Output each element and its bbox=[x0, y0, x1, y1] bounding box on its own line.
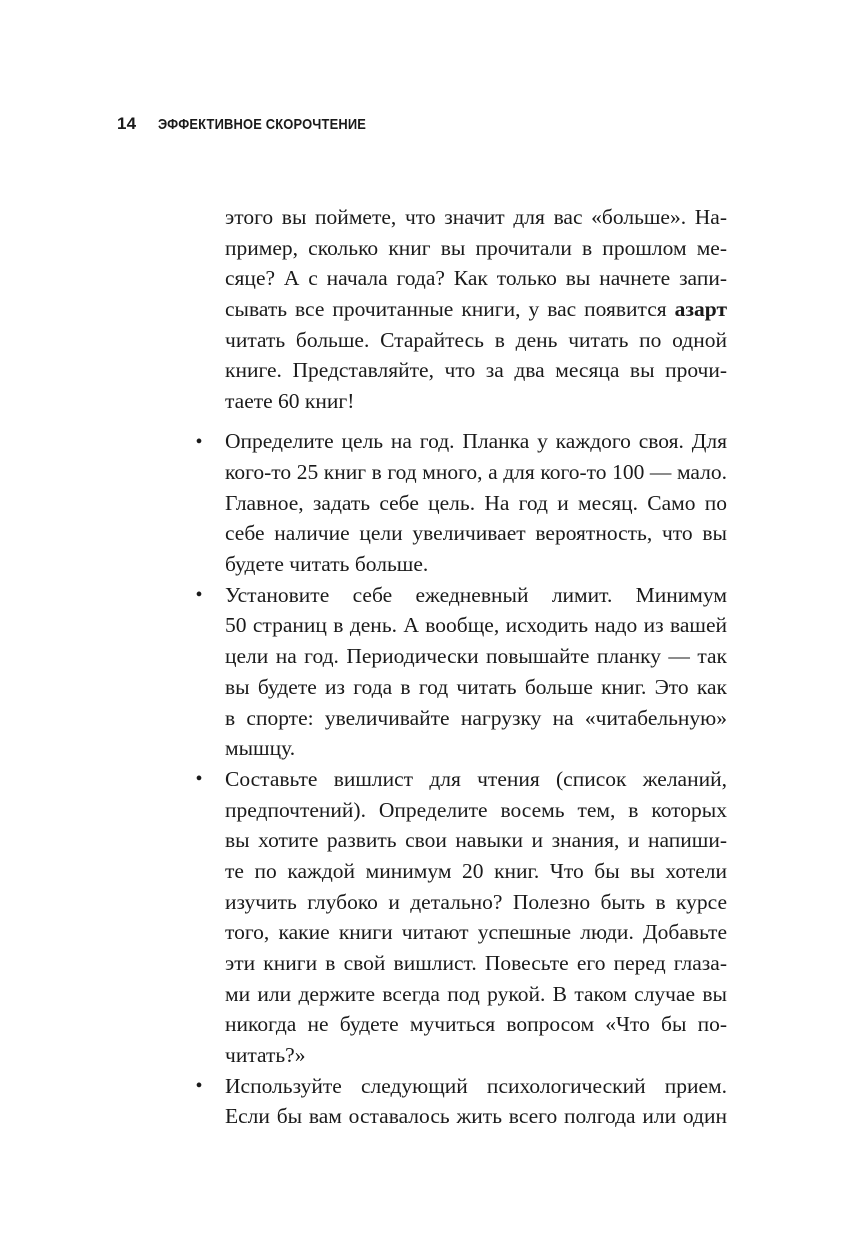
text-line bbox=[225, 202, 727, 233]
text-line bbox=[225, 733, 727, 764]
line-text: пример, сколько книг вы прочитали в прошлом ме- bbox=[225, 235, 727, 260]
bullet-icon: • bbox=[195, 1075, 203, 1098]
text-line bbox=[225, 355, 727, 386]
text-line bbox=[225, 672, 727, 703]
text-line bbox=[225, 386, 727, 417]
line-text: читать?» bbox=[225, 1043, 306, 1068]
text-line bbox=[225, 549, 727, 580]
running-header bbox=[117, 114, 400, 134]
bullet-icon: • bbox=[195, 430, 203, 453]
text-line bbox=[225, 979, 727, 1010]
text-line bbox=[225, 233, 727, 264]
text-line bbox=[225, 856, 727, 887]
text-line bbox=[225, 325, 727, 356]
line-text: Используйте следующий психологический прием. bbox=[225, 1073, 727, 1098]
text-line bbox=[225, 457, 727, 488]
text-line bbox=[225, 795, 727, 826]
page-number: 14 bbox=[117, 114, 137, 133]
text-line bbox=[225, 488, 727, 519]
body-text bbox=[225, 202, 727, 1132]
line-text: этого вы поймете, что значит для вас «больше». На- bbox=[225, 205, 727, 229]
emphasis-word: азарт bbox=[674, 297, 727, 322]
bullet-item bbox=[225, 764, 727, 1071]
bullet-item bbox=[225, 1071, 727, 1132]
line-text: никогда не будете мучиться вопросом «Что бы по- bbox=[225, 1012, 727, 1037]
text-line bbox=[225, 518, 727, 549]
line-text: читать больше. Старайтесь в день читать по одной bbox=[225, 327, 727, 352]
text-line bbox=[225, 917, 727, 948]
text-line bbox=[225, 887, 727, 918]
line-text: того, какие книги читают успешные люди. Добавьте bbox=[225, 920, 727, 945]
line-text: Если бы вам оставалось жить всего полгода или один bbox=[225, 1104, 727, 1129]
text-line bbox=[225, 1101, 727, 1132]
line-text: Главное, задать себе цель. На год и месяц. Само по bbox=[225, 490, 727, 515]
line-text: мышцу. bbox=[225, 736, 296, 761]
text-line bbox=[225, 1009, 727, 1040]
line-text: сывать все прочитанные книги, у вас появится bbox=[225, 297, 675, 322]
paragraph bbox=[225, 202, 727, 417]
line-text: Установите себе ежедневный лимит. Минимум bbox=[225, 582, 727, 607]
line-text: вы будете из года в год читать больше книг. Это как bbox=[225, 674, 727, 699]
line-text: цели на год. Периодически повышайте планку — так bbox=[225, 644, 727, 669]
line-text: изучить глубоко и детально? Полезно быть в курсе bbox=[225, 889, 727, 914]
text-line bbox=[225, 263, 727, 294]
line-text: сяце? А с начала года? Как только вы начнете запи- bbox=[225, 266, 727, 291]
line-text: таете 60 книг! bbox=[225, 389, 355, 414]
line-text: 50 страниц в день. А вообще, исходить надо из вашей bbox=[225, 613, 727, 638]
line-text: в спорте: увеличивайте нагрузку на «читабельную» bbox=[225, 705, 727, 730]
text-line bbox=[225, 641, 727, 672]
line-text: будете читать больше. bbox=[225, 552, 429, 577]
text-line bbox=[225, 580, 727, 611]
text-line bbox=[225, 1040, 727, 1071]
text-line bbox=[225, 294, 727, 325]
line-text: эти книги в свой вишлист. Повесьте его перед глаза- bbox=[225, 951, 727, 975]
bullet-item bbox=[225, 580, 727, 764]
text-line bbox=[225, 426, 727, 457]
line-text: Определите цель на год. Планка у каждого своя. Для bbox=[225, 429, 727, 454]
bullet-icon: • bbox=[195, 768, 203, 791]
line-text: предпочтений). Определите восемь тем, в которых bbox=[225, 797, 727, 822]
line-text: кого-то 25 книг в год много, а для кого-то 100 — мало. bbox=[225, 460, 727, 484]
line-text: книге. Представляйте, что за два месяца вы прочи- bbox=[225, 358, 727, 383]
bullet-item bbox=[225, 426, 727, 579]
line-text: Составьте вишлист для чтения (список желаний, bbox=[225, 766, 727, 791]
text-line bbox=[225, 1071, 727, 1102]
bullet-icon: • bbox=[195, 584, 203, 607]
text-line bbox=[225, 610, 727, 641]
line-text: те по каждой минимум 20 книг. Что бы вы хотели bbox=[225, 858, 727, 883]
line-text: себе наличие цели увеличивает вероятность, что вы bbox=[225, 521, 727, 546]
text-line bbox=[225, 764, 727, 795]
line-text: вы хотите развить свои навыки и знания, и напиши- bbox=[225, 828, 727, 853]
line-text: ми или держите всегда под рукой. В таком случае вы bbox=[225, 981, 727, 1006]
text-line bbox=[225, 825, 727, 856]
text-line bbox=[225, 703, 727, 734]
running-title: ЭФФЕКТИВНОЕ СКОРОЧТЕНИЕ bbox=[158, 116, 367, 133]
text-line bbox=[225, 948, 727, 979]
